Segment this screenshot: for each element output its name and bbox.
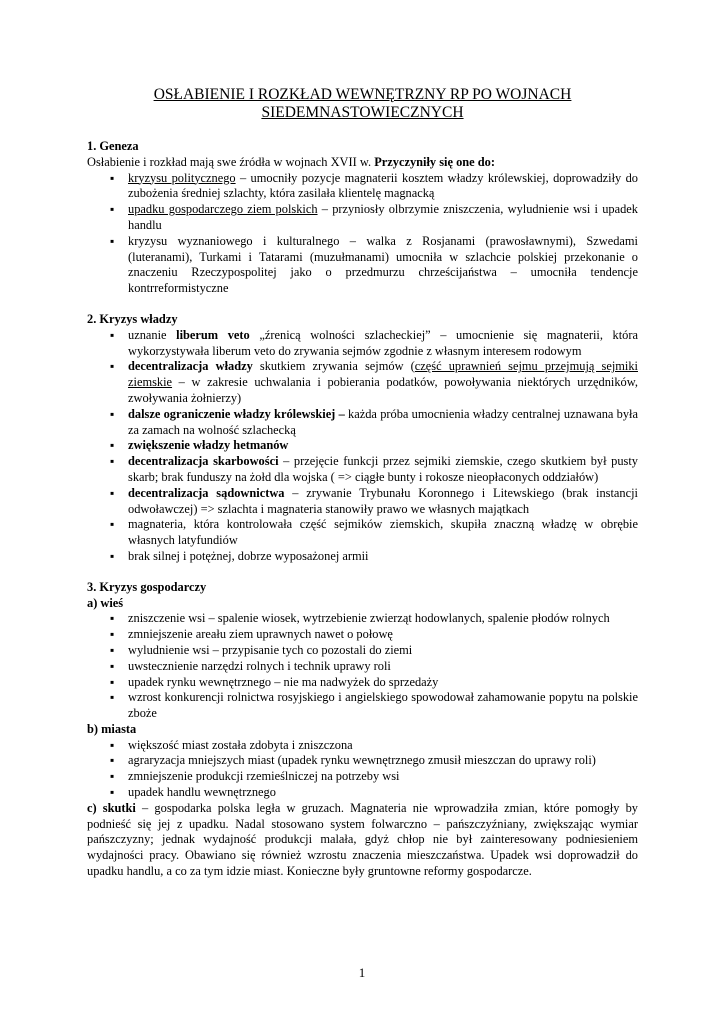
intro-bold: Przyczyniły się one do: <box>374 154 495 169</box>
item-text: – zrywanie Trybunału Koronnego i Litewskiego (brak instancji odwoławczej) => szlachta i magnateria stanowiły prawo we własnych majątkach <box>128 485 638 516</box>
bold-term: decentralizacja władzy <box>128 359 253 374</box>
subsection-a-heading: a) wieś <box>87 595 124 610</box>
item-text: – przejęcie funkcji przez sejmiki ziemskie, czego skutkiem był pusty skarb; brak funduszy na żołd dla wojska ( => ciągłe bunty i rokosze nieopłaconych oddziałów) <box>128 454 638 484</box>
title-line-1: OSŁABIENIE I ROZKŁAD WEWNĘTRZNY RP PO WOJNACH <box>153 86 572 103</box>
title-line-2: SIEDEMNASTOWIECZNYCH <box>261 104 464 121</box>
page-number: 1 <box>358 965 366 980</box>
list-item: ▪ zmniejszenie areału ziem uprawnych nawet o połowę <box>87 627 638 643</box>
list-item <box>87 328 638 360</box>
bold-term: dalsze ograniczenie władzy królewskiej – <box>128 406 345 421</box>
section-3-heading: 3. Kryzys gospodarczy <box>87 579 207 594</box>
bold-term: liberum veto <box>176 327 250 342</box>
list-item: ▪ zmniejszenie produkcji rzemieślniczej na potrzeby wsi <box>87 769 638 785</box>
list-item: ▪ zniszczenie wsi – spalenie wiosek, wytrzebienie zwierząt hodowlanych, spalenie płodów rolnych <box>87 611 638 627</box>
section-2-heading: 2. Kryzys władzy <box>87 311 178 326</box>
list-item <box>87 549 638 565</box>
subsection-c-heading: c) skutki <box>87 800 136 815</box>
list-item <box>87 202 638 234</box>
list-item: ▪ upadek rynku wewnętrznego – nie ma nadwyżek do sprzedaży <box>87 675 638 691</box>
document-page <box>87 86 638 880</box>
list-item: ▪ uwstecznienie narzędzi rolnych i technik uprawy roli <box>87 659 638 675</box>
list-item <box>87 438 638 454</box>
underlined-term: kryzysu politycznego <box>128 170 236 185</box>
item-text: „źrenicą wolności szlacheckiej” – umocnienie się magnaterii, która wykorzystywała liberum veto do zrywania sejmów zgodnie z własnym interesem rodowym <box>128 327 638 358</box>
item-text: brak silnej i potężnej, dobrze wyposażonej armii <box>128 548 369 563</box>
item-text: – umocniły pozycje magnaterii kosztem władzy królewskiej, doprowadziły do zubożenia średniej szlachty, która zasilała klientelę magnacką <box>128 170 638 201</box>
list-item <box>87 454 638 486</box>
list-item <box>87 171 638 203</box>
item-text: skutkiem zrywania sejmów ( <box>252 359 415 374</box>
list-item <box>87 359 638 406</box>
list-item: ▪ wyludnienie wsi – przypisanie tych co pozostali do ziemi <box>87 643 638 659</box>
item-text: każda próba umocnienia władzy centralnej uznawana była za zamach na wolność szlachecką <box>128 406 639 437</box>
list-item: ▪ agraryzacja mniejszych miast (upadek rynku wewnętrznego zmusił mieszczan do uprawy roli) <box>87 753 638 769</box>
underlined-term: część uprawnień sejmu przejmują sejmiki ziemskie <box>128 359 638 390</box>
list-item <box>87 234 638 297</box>
section-2-list <box>87 328 638 565</box>
list-item: ▪ wzrost konkurencji rolnictwa rosyjskiego i angielskiego spowodował zahamowanie popytu na polskie zboże <box>87 690 638 722</box>
subsection-c-paragraph <box>87 801 638 880</box>
item-text: kryzysu wyznaniowego i kulturalnego – walka z Rosjanami (prawosławnymi), Szwedami (luteranami), Turkami i Tatarami (muzułmanami) umocniła w szlachcie polskiej przekonanie o znaczeniu Rzeczypospolitej jako o przedmurzu chrześcijaństwa – umocniła tendencje kontrreformistyczne <box>128 233 638 296</box>
list-item <box>87 407 638 439</box>
list-item <box>87 517 638 549</box>
list-item <box>87 486 638 518</box>
document-title <box>87 86 638 122</box>
item-text: – przyniosły olbrzymie zniszczenia, wyludnienie wsi i upadek handlu <box>128 202 638 232</box>
subsection-b-list <box>87 738 638 801</box>
section-1-list <box>87 171 638 297</box>
subsection-c-text: – gospodarka polska legła w gruzach. Magnateria nie wprowadziła zmian, które pomogły by podnieść się jej z upadku. Nadal stosowano system folwarczno – pańszczyźniany, zwiększając wymiar pańszczyzny; jednak wydajność produkcji malała, gdyż chłop nie był zainteresowany podniesieniem wydajności pracy. Obawiano się również wzrostu znaczenia mieszczaństwa. Upadek wsi doprowadził do upadku handlu, a co za tym idzie miast. Konieczne były gruntowne reformy gospodarcze. <box>87 800 638 879</box>
bold-term: decentralizacja sądownictwa <box>128 485 285 500</box>
bold-term: decentralizacja skarbowości <box>128 454 279 469</box>
item-text: – w zakresie uchwalania i pobierania podatków, powoływania niektórych urzędników, zwoływania żołnierzy) <box>128 375 638 405</box>
item-text: uznanie <box>128 327 177 342</box>
underlined-term: upadku gospodarczego ziem polskich <box>128 202 318 217</box>
list-item: ▪ upadek handlu wewnętrznego <box>87 785 638 801</box>
intro-text: Osłabienie i rozkład mają swe źródła w wojnach XVII w. <box>87 154 375 169</box>
section-1-heading: 1. Geneza <box>87 139 139 153</box>
list-item: ▪ większość miast została zdobyta i zniszczona <box>87 738 638 754</box>
subsection-b-heading: b) miasta <box>87 721 137 736</box>
bold-term: zwiększenie władzy hetmanów <box>128 438 289 453</box>
item-text: magnateria, która kontrolowała część sejmików ziemskich, skupiła znaczną władzę w obrębie własnych latyfundiów <box>128 517 638 548</box>
section-1-intro <box>87 155 638 171</box>
subsection-a-list <box>87 611 638 722</box>
